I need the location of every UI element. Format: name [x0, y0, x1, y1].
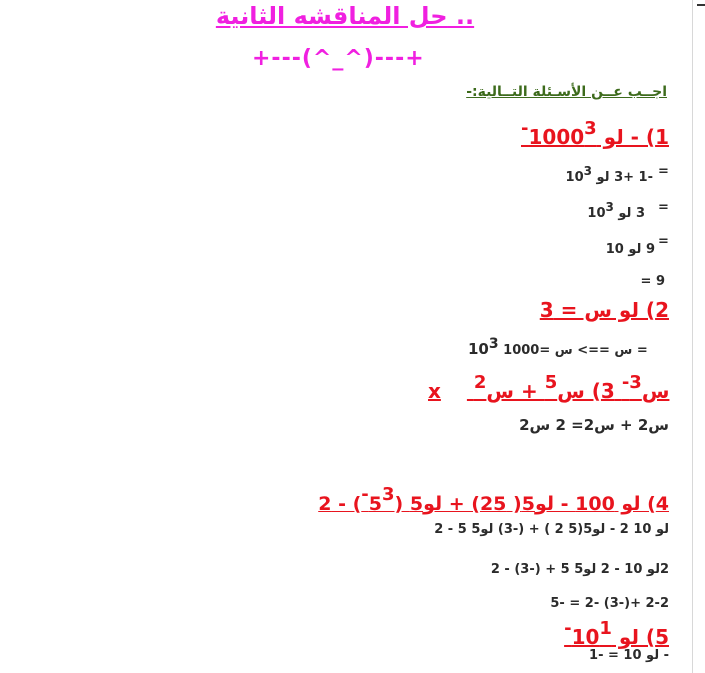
- question-1-text: 1) - لو 1000: [528, 125, 669, 149]
- question-4: [318, 484, 669, 515]
- question-1-step-3: [606, 242, 655, 257]
- question-1: [521, 118, 669, 149]
- question-5-exponent: 1-: [564, 618, 612, 639]
- question-2: 2) لو س = 3: [539, 298, 669, 322]
- question-4-step-1: لو 10 2 - لو5(5 2 ) + (-3) لو5 5 - 2: [434, 522, 669, 537]
- question-5-text: 5) لو 10: [571, 625, 669, 649]
- question-3-text: س$^{3-}$ 3) س$^5$ + س$^2$: [473, 372, 670, 403]
- question-3: [428, 372, 669, 403]
- step-exponent: 3: [583, 164, 592, 178]
- cross-mark: x: [428, 379, 441, 403]
- question-4-exponent: 3-: [361, 484, 395, 505]
- equals-sign: =: [658, 200, 669, 215]
- question-1-step-4: 9 =: [640, 274, 665, 289]
- equals-sign: =: [658, 164, 669, 179]
- step-exponent: 3: [488, 336, 499, 352]
- question-4-text: 4) لو 100 - لو5( 25) + لو5 (5: [368, 493, 669, 515]
- question-4-step-2: 2لو 10 - 2 لو5 5 + (-3) - 2: [490, 562, 669, 577]
- step-text: -1 +3 لو 10: [565, 170, 653, 185]
- step-text: 3 لو 10: [587, 206, 645, 221]
- question-4-step-3: 2-2 +(-3) -2 = -5: [550, 596, 669, 611]
- question-3-step-1: س2 + س2= 2 س2: [519, 416, 669, 434]
- question-1-step-2: [587, 200, 645, 221]
- step-text: 9 لو 10: [605, 242, 655, 257]
- equals-sign: =: [658, 234, 669, 249]
- step-text: = س ==> س =1000: [503, 343, 648, 358]
- question-5-step-1: - لو 10 = -1: [589, 648, 669, 663]
- smiley-face-banner: +---(^_^)---+: [252, 46, 425, 71]
- instruction-heading: اجــب عــن الأسـئلة التــالية:-: [466, 84, 667, 100]
- page-edge-mark: [697, 4, 705, 6]
- question-2-step-1: [462, 336, 648, 358]
- step-base: 10: [468, 340, 489, 358]
- question-5: [564, 618, 669, 649]
- question-1-exponent: 3-: [521, 118, 597, 139]
- question-1-step-1: [566, 164, 653, 185]
- question-4-tail: ) - 2: [318, 493, 362, 515]
- page-edge-rule: [692, 0, 705, 673]
- step-exponent: 3: [605, 200, 614, 214]
- page-title: حل المناقشه الثانية ..: [215, 2, 475, 30]
